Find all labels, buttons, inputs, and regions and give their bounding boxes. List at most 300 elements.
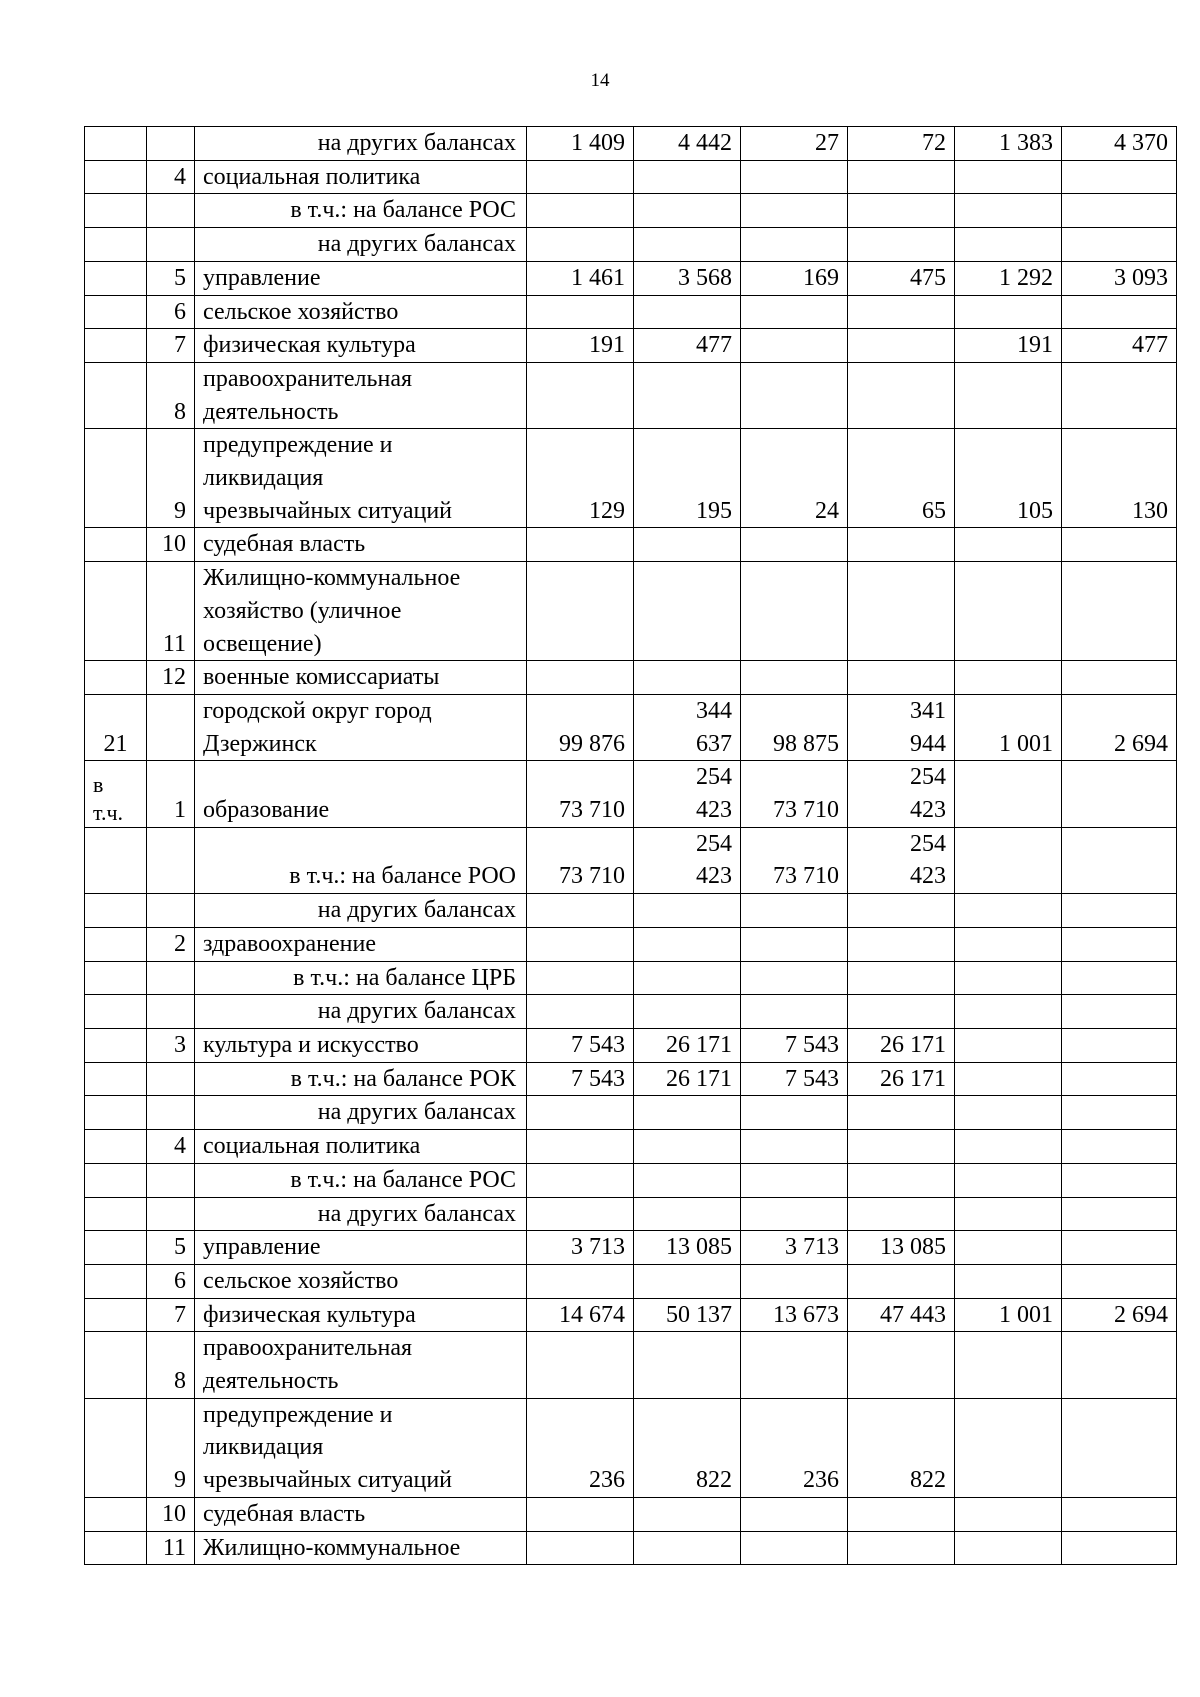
value-cell-6: 477 (1062, 329, 1177, 363)
budget-table (84, 126, 1177, 1565)
value-cell-3: 7 543 (741, 1028, 848, 1062)
item-number-cell: 6 (147, 295, 195, 329)
item-name-cell: военные комиссариаты (195, 661, 527, 695)
item-name-cell: правоохранительная деятельность (195, 362, 527, 428)
value-cell-4 (848, 160, 955, 194)
value-cell-1: 14 674 (527, 1298, 634, 1332)
value-cell-6 (1062, 228, 1177, 262)
page-number: 14 (590, 70, 610, 91)
value-cell-3 (741, 228, 848, 262)
value-cell-4 (848, 995, 955, 1029)
value-cell-2 (634, 961, 741, 995)
item-number-cell: 4 (147, 1130, 195, 1164)
value-cell-2: 26 171 (634, 1062, 741, 1096)
value-cell-4 (848, 1197, 955, 1231)
value-cell-3 (741, 1531, 848, 1565)
value-cell-4: 13 085 (848, 1231, 955, 1265)
value-cell-6 (1062, 1163, 1177, 1197)
table-body (85, 127, 1177, 1565)
table-row (85, 1298, 1177, 1332)
item-number-cell (147, 1163, 195, 1197)
item-name-cell: культура и искусство (195, 1028, 527, 1062)
table-row (85, 261, 1177, 295)
value-cell-4 (848, 228, 955, 262)
value-cell-4: 65 (848, 429, 955, 528)
value-cell-6 (1062, 1130, 1177, 1164)
item-number-cell (147, 827, 195, 893)
value-cell-6 (1062, 160, 1177, 194)
value-cell-2 (634, 927, 741, 961)
table-row (85, 160, 1177, 194)
value-cell-3 (741, 194, 848, 228)
value-cell-3: 7 543 (741, 1062, 848, 1096)
table-row (85, 1130, 1177, 1164)
value-cell-3 (741, 927, 848, 961)
table-row (85, 194, 1177, 228)
item-name-cell: на других балансах (195, 127, 527, 161)
value-cell-2: 195 (634, 429, 741, 528)
value-cell-4 (848, 1332, 955, 1398)
value-cell-6 (1062, 1028, 1177, 1062)
value-cell-2 (634, 1332, 741, 1398)
value-cell-4: 254 423 (848, 827, 955, 893)
value-cell-1 (527, 1531, 634, 1565)
table-row (85, 127, 1177, 161)
value-cell-1 (527, 1096, 634, 1130)
value-cell-2: 344 637 (634, 694, 741, 760)
item-number-cell: 3 (147, 1028, 195, 1062)
value-cell-5 (955, 362, 1062, 428)
table-row (85, 1231, 1177, 1265)
value-cell-4 (848, 1163, 955, 1197)
region-code-cell (85, 1531, 147, 1565)
value-cell-4 (848, 661, 955, 695)
item-name-cell: физическая культура (195, 329, 527, 363)
value-cell-1 (527, 1332, 634, 1398)
value-cell-1 (527, 961, 634, 995)
value-cell-6 (1062, 1231, 1177, 1265)
item-number-cell: 2 (147, 927, 195, 961)
value-cell-2 (634, 995, 741, 1029)
value-cell-1 (527, 894, 634, 928)
region-code-cell (85, 228, 147, 262)
region-code-cell (85, 1264, 147, 1298)
value-cell-4 (848, 362, 955, 428)
value-cell-1: 191 (527, 329, 634, 363)
item-name-cell: городской округ город Дзержинск (195, 694, 527, 760)
value-cell-5 (955, 562, 1062, 661)
value-cell-2 (634, 194, 741, 228)
item-number-cell: 4 (147, 160, 195, 194)
value-cell-3: 3 713 (741, 1231, 848, 1265)
value-cell-5 (955, 827, 1062, 893)
value-cell-2 (634, 1163, 741, 1197)
value-cell-2 (634, 1264, 741, 1298)
value-cell-4 (848, 1130, 955, 1164)
table-row (85, 1197, 1177, 1231)
value-cell-1 (527, 661, 634, 695)
table-row (85, 1163, 1177, 1197)
value-cell-1: 129 (527, 429, 634, 528)
value-cell-2 (634, 1096, 741, 1130)
value-cell-3: 73 710 (741, 761, 848, 827)
value-cell-1 (527, 228, 634, 262)
value-cell-5: 1 001 (955, 1298, 1062, 1332)
value-cell-1 (527, 160, 634, 194)
region-code-cell (85, 1497, 147, 1531)
value-cell-2: 254 423 (634, 827, 741, 893)
item-name-cell: образование (195, 761, 527, 827)
value-cell-5 (955, 894, 1062, 928)
value-cell-4 (848, 329, 955, 363)
value-cell-3: 236 (741, 1398, 848, 1497)
region-code-cell (85, 1332, 147, 1398)
value-cell-3 (741, 995, 848, 1029)
value-cell-6 (1062, 1264, 1177, 1298)
item-name-cell: социальная политика (195, 160, 527, 194)
value-cell-2: 50 137 (634, 1298, 741, 1332)
value-cell-6 (1062, 661, 1177, 695)
value-cell-6: 3 093 (1062, 261, 1177, 295)
item-number-cell: 9 (147, 429, 195, 528)
value-cell-2 (634, 160, 741, 194)
item-name-cell: на других балансах (195, 228, 527, 262)
item-name-cell: здравоохранение (195, 927, 527, 961)
item-number-cell: 5 (147, 1231, 195, 1265)
value-cell-5: 105 (955, 429, 1062, 528)
value-cell-5 (955, 1197, 1062, 1231)
item-name-cell: сельское хозяйство (195, 1264, 527, 1298)
value-cell-5 (955, 194, 1062, 228)
value-cell-1: 73 710 (527, 761, 634, 827)
item-name-cell: Жилищно-коммунальное хозяйство (уличное освещение) (195, 562, 527, 661)
value-cell-3 (741, 1332, 848, 1398)
table-row (85, 1398, 1177, 1497)
value-cell-5 (955, 1130, 1062, 1164)
value-cell-4: 47 443 (848, 1298, 955, 1332)
item-number-cell (147, 127, 195, 161)
value-cell-5 (955, 927, 1062, 961)
value-cell-4: 475 (848, 261, 955, 295)
table-row (85, 1062, 1177, 1096)
value-cell-6 (1062, 995, 1177, 1029)
value-cell-3 (741, 1096, 848, 1130)
region-code-cell (85, 1298, 147, 1332)
value-cell-4 (848, 295, 955, 329)
value-cell-5 (955, 761, 1062, 827)
value-cell-3 (741, 1264, 848, 1298)
value-cell-5 (955, 1028, 1062, 1062)
value-cell-6: 2 694 (1062, 1298, 1177, 1332)
value-cell-6 (1062, 927, 1177, 961)
value-cell-4 (848, 961, 955, 995)
value-cell-6 (1062, 295, 1177, 329)
table-row (85, 228, 1177, 262)
value-cell-4 (848, 1264, 955, 1298)
item-name-cell: на других балансах (195, 995, 527, 1029)
region-code-cell (85, 528, 147, 562)
region-code-cell (85, 194, 147, 228)
value-cell-6 (1062, 761, 1177, 827)
value-cell-2 (634, 228, 741, 262)
item-number-cell (147, 1096, 195, 1130)
item-name-cell: предупреждение и ликвидация чрезвычайных ситуаций (195, 429, 527, 528)
value-cell-1 (527, 562, 634, 661)
value-cell-5 (955, 961, 1062, 995)
value-cell-6 (1062, 562, 1177, 661)
region-code-cell (85, 1163, 147, 1197)
item-number-cell (147, 1197, 195, 1231)
value-cell-2 (634, 1197, 741, 1231)
region-code-cell (85, 927, 147, 961)
item-name-cell: на других балансах (195, 1096, 527, 1130)
item-number-cell: 9 (147, 1398, 195, 1497)
value-cell-4: 26 171 (848, 1028, 955, 1062)
table-row (85, 1096, 1177, 1130)
value-cell-6 (1062, 1197, 1177, 1231)
value-cell-3: 13 673 (741, 1298, 848, 1332)
region-code-cell (85, 1062, 147, 1096)
region-code-cell (85, 261, 147, 295)
value-cell-4 (848, 1096, 955, 1130)
item-name-cell: управление (195, 1231, 527, 1265)
value-cell-5 (955, 1332, 1062, 1398)
value-cell-4 (848, 927, 955, 961)
table-row (85, 1531, 1177, 1565)
value-cell-5 (955, 160, 1062, 194)
item-number-cell: 6 (147, 1264, 195, 1298)
value-cell-5 (955, 295, 1062, 329)
value-cell-1 (527, 1130, 634, 1164)
item-name-cell: на других балансах (195, 894, 527, 928)
value-cell-3 (741, 160, 848, 194)
value-cell-1 (527, 362, 634, 428)
region-code-cell: в т.ч. (85, 761, 147, 827)
value-cell-1 (527, 1497, 634, 1531)
value-cell-5: 1 292 (955, 261, 1062, 295)
item-number-cell: 11 (147, 1531, 195, 1565)
table-row (85, 1264, 1177, 1298)
item-name-cell: физическая культура (195, 1298, 527, 1332)
region-code-cell (85, 661, 147, 695)
table-row (85, 927, 1177, 961)
value-cell-1 (527, 194, 634, 228)
value-cell-1 (527, 528, 634, 562)
value-cell-6 (1062, 1497, 1177, 1531)
value-cell-6 (1062, 1062, 1177, 1096)
value-cell-6 (1062, 1332, 1177, 1398)
item-name-cell: в т.ч.: на балансе ЦРБ (195, 961, 527, 995)
value-cell-2 (634, 528, 741, 562)
region-code-cell (85, 1096, 147, 1130)
value-cell-6 (1062, 961, 1177, 995)
value-cell-4 (848, 1531, 955, 1565)
value-cell-6 (1062, 194, 1177, 228)
value-cell-1 (527, 1163, 634, 1197)
table-row (85, 1332, 1177, 1398)
item-name-cell: Жилищно-коммунальное (195, 1531, 527, 1565)
value-cell-6 (1062, 1096, 1177, 1130)
value-cell-3 (741, 562, 848, 661)
region-code-cell (85, 1398, 147, 1497)
region-code-cell (85, 127, 147, 161)
region-code-cell (85, 1130, 147, 1164)
table-row (85, 562, 1177, 661)
value-cell-3: 73 710 (741, 827, 848, 893)
value-cell-6: 4 370 (1062, 127, 1177, 161)
item-name-cell: управление (195, 261, 527, 295)
table-row (85, 661, 1177, 695)
region-code-cell (85, 295, 147, 329)
value-cell-1 (527, 927, 634, 961)
value-cell-5 (955, 995, 1062, 1029)
value-cell-3 (741, 1163, 848, 1197)
item-number-cell (147, 894, 195, 928)
item-name-cell: в т.ч.: на балансе РОС (195, 1163, 527, 1197)
region-code-cell: 21 (85, 694, 147, 760)
value-cell-2 (634, 1130, 741, 1164)
table-row (85, 894, 1177, 928)
value-cell-3 (741, 1197, 848, 1231)
table-row (85, 1028, 1177, 1062)
value-cell-3: 98 875 (741, 694, 848, 760)
value-cell-1: 7 543 (527, 1062, 634, 1096)
region-code-cell (85, 995, 147, 1029)
value-cell-2 (634, 362, 741, 428)
value-cell-6: 2 694 (1062, 694, 1177, 760)
value-cell-4: 26 171 (848, 1062, 955, 1096)
value-cell-2 (634, 562, 741, 661)
value-cell-1 (527, 1264, 634, 1298)
value-cell-1: 3 713 (527, 1231, 634, 1265)
value-cell-5 (955, 1264, 1062, 1298)
value-cell-4 (848, 562, 955, 661)
value-cell-2 (634, 894, 741, 928)
value-cell-1 (527, 995, 634, 1029)
region-code-cell (85, 961, 147, 995)
item-number-cell (147, 961, 195, 995)
item-name-cell: судебная власть (195, 1497, 527, 1531)
value-cell-3 (741, 894, 848, 928)
value-cell-2: 13 085 (634, 1231, 741, 1265)
value-cell-4 (848, 894, 955, 928)
value-cell-1: 1 409 (527, 127, 634, 161)
value-cell-2: 254 423 (634, 761, 741, 827)
value-cell-4: 254 423 (848, 761, 955, 827)
value-cell-6 (1062, 827, 1177, 893)
region-code-cell (85, 827, 147, 893)
value-cell-5 (955, 1398, 1062, 1497)
item-number-cell (147, 694, 195, 760)
item-number-cell (147, 194, 195, 228)
item-name-cell: предупреждение и ликвидация чрезвычайных ситуаций (195, 1398, 527, 1497)
value-cell-3 (741, 329, 848, 363)
item-number-cell: 1 (147, 761, 195, 827)
value-cell-3 (741, 661, 848, 695)
value-cell-3 (741, 1497, 848, 1531)
table-row (85, 362, 1177, 428)
value-cell-1 (527, 1197, 634, 1231)
table-row (85, 995, 1177, 1029)
value-cell-4 (848, 194, 955, 228)
value-cell-5: 1 001 (955, 694, 1062, 760)
value-cell-2 (634, 295, 741, 329)
item-number-cell (147, 228, 195, 262)
table-row (85, 827, 1177, 893)
value-cell-4: 822 (848, 1398, 955, 1497)
value-cell-6 (1062, 894, 1177, 928)
value-cell-1: 1 461 (527, 261, 634, 295)
item-name-cell: правоохранительная деятельность (195, 1332, 527, 1398)
item-number-cell: 8 (147, 1332, 195, 1398)
value-cell-3 (741, 528, 848, 562)
value-cell-5 (955, 228, 1062, 262)
region-code-cell (85, 160, 147, 194)
region-code-cell (85, 1197, 147, 1231)
item-name-cell: в т.ч.: на балансе РОК (195, 1062, 527, 1096)
table-row (85, 961, 1177, 995)
value-cell-1: 73 710 (527, 827, 634, 893)
value-cell-3: 24 (741, 429, 848, 528)
item-name-cell: в т.ч.: на балансе РОС (195, 194, 527, 228)
value-cell-5 (955, 1231, 1062, 1265)
region-code-cell (85, 329, 147, 363)
value-cell-4: 341 944 (848, 694, 955, 760)
item-number-cell: 10 (147, 1497, 195, 1531)
item-number-cell: 5 (147, 261, 195, 295)
region-code-cell (85, 429, 147, 528)
value-cell-3: 27 (741, 127, 848, 161)
item-number-cell (147, 1062, 195, 1096)
value-cell-4: 72 (848, 127, 955, 161)
value-cell-1: 236 (527, 1398, 634, 1497)
value-cell-5 (955, 1096, 1062, 1130)
value-cell-5: 1 383 (955, 127, 1062, 161)
table-row (85, 694, 1177, 760)
item-name-cell: судебная власть (195, 528, 527, 562)
table-row (85, 329, 1177, 363)
value-cell-5 (955, 661, 1062, 695)
item-number-cell: 12 (147, 661, 195, 695)
value-cell-6 (1062, 528, 1177, 562)
value-cell-5 (955, 1062, 1062, 1096)
value-cell-1: 7 543 (527, 1028, 634, 1062)
value-cell-4 (848, 1497, 955, 1531)
value-cell-2: 26 171 (634, 1028, 741, 1062)
item-number-cell: 10 (147, 528, 195, 562)
value-cell-6: 130 (1062, 429, 1177, 528)
value-cell-5 (955, 1531, 1062, 1565)
item-name-cell: социальная политика (195, 1130, 527, 1164)
value-cell-3 (741, 1130, 848, 1164)
region-code-cell (85, 362, 147, 428)
item-name-cell: на других балансах (195, 1197, 527, 1231)
value-cell-4 (848, 528, 955, 562)
region-code-cell (85, 1231, 147, 1265)
value-cell-1 (527, 295, 634, 329)
table-row (85, 528, 1177, 562)
value-cell-5: 191 (955, 329, 1062, 363)
value-cell-2 (634, 1497, 741, 1531)
value-cell-2: 4 442 (634, 127, 741, 161)
value-cell-3 (741, 295, 848, 329)
item-number-cell: 7 (147, 329, 195, 363)
value-cell-5 (955, 528, 1062, 562)
value-cell-2 (634, 1531, 741, 1565)
table-row (85, 295, 1177, 329)
region-code-cell (85, 562, 147, 661)
value-cell-2 (634, 661, 741, 695)
